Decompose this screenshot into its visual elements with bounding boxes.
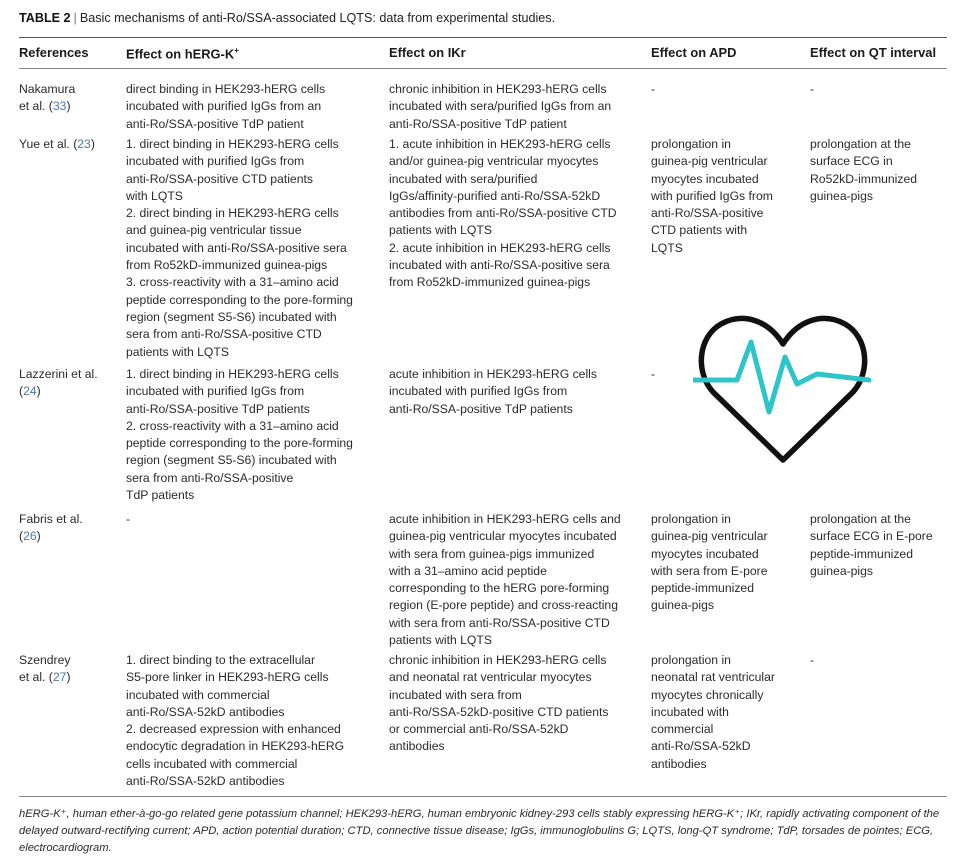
header-herg: Effect on hERG-K+ bbox=[126, 45, 240, 62]
table-label: TABLE 2 bbox=[19, 11, 71, 25]
header-references: References bbox=[19, 45, 89, 60]
header-rule bbox=[19, 68, 947, 69]
citation-link[interactable]: 26 bbox=[23, 529, 37, 544]
cell-qt: prolongation at the surface ECG in E-pore peptide-immunized guinea-pigs bbox=[810, 512, 933, 578]
cell-apd: prolongation in guinea-pig ventricular myocytes incubated with purified IgGs from anti-Ro/SSA-positive CTD patients with LQTS bbox=[651, 137, 773, 255]
cell-herg: direct binding in HEK293-hERG cells incubated with purified IgGs from an anti-Ro/SSA-positive TdP patient bbox=[126, 82, 326, 131]
cell-ikr: acute inhibition in HEK293-hERG cells and guinea-pig ventricular myocytes incubated with sera from guinea-pigs immunized with a 31–amino acid peptide corresponding to the hERG pore-forming region (E-pore peptide) and cross-reacting with sera from anti-Ro/SSA-positive CTD patients with LQTS bbox=[389, 512, 621, 648]
row-reference: Yue et al. (23) bbox=[19, 137, 95, 151]
cell-qt: prolongation at the surface ECG in Ro52kD-immunized guinea-pigs bbox=[810, 137, 918, 203]
citation-link[interactable]: 33 bbox=[52, 99, 67, 114]
cell-apd: prolongation in guinea-pig ventricular myocytes incubated with sera from E-pore peptide-immunized guinea-pigs bbox=[651, 512, 768, 613]
row-reference: Lazzerini et al. (24) bbox=[19, 367, 98, 399]
header-apd: Effect on APD bbox=[651, 45, 737, 60]
cell-apd: - bbox=[651, 82, 656, 96]
table-title: Basic mechanisms of anti-Ro/SSA-associated LQTS: data from experimental studies. bbox=[79, 11, 556, 25]
row-reference: Szendrey et al. (27) bbox=[19, 653, 71, 685]
table-caption: TABLE 2 | Basic mechanisms of anti-Ro/SSA-associated LQTS: data from experimental studies. bbox=[19, 11, 556, 25]
citation-link[interactable]: 27 bbox=[52, 670, 67, 685]
heart-pulse-icon bbox=[693, 312, 873, 464]
citation-link[interactable]: 24 bbox=[23, 384, 37, 399]
cell-herg: 1. direct binding in HEK293-hERG cells incubated with purified IgGs from anti-Ro/SSA-positive CTD patients with LQTS 2. direct binding in HEK293-hERG cells and guinea-pig ventricular tissue incubated with anti-Ro/SSA-positive sera from Ro52kD-immunized guinea-pigs 3. cross-reactivity with a 31–amino acid peptide corresponding to the pore-forming region (segment S5-S6) incubated with sera from anti-Ro/SSA-positive CTD patients with LQTS bbox=[126, 137, 353, 359]
cell-apd: - bbox=[651, 367, 656, 381]
cell-ikr: chronic inhibition in HEK293-hERG cells incubated with sera/purified IgGs from an anti-Ro/SSA-positive TdP patient bbox=[389, 82, 612, 131]
citation-link[interactable]: 23 bbox=[77, 137, 91, 151]
cell-herg: 1. direct binding in HEK293-hERG cells incubated with purified IgGs from anti-Ro/SSA-positive TdP patients 2. cross-reactivity with a 31–amino acid peptide corresponding to the pore-forming region (segment S5-S6) incubated with sera from anti-Ro/SSA-positive TdP patients bbox=[126, 367, 353, 503]
bottom-rule bbox=[19, 796, 947, 797]
cell-qt: - bbox=[810, 653, 815, 667]
table-footnote: hERG-K⁺, human ether-à-go-go related gene potassium channel; HEK293-hERG, human embryonic kidney-293 cells stably expressing hERG-K⁺; IKr, rapidly activating component of the delayed outward-rectifying current; APD, action potential duration; CTD, connective tissue disease; IgGs, immunoglobulins G; LQTS, long-QT syndrome; TdP, torsades de pointes; ECG, electrocardiogram. bbox=[19, 808, 940, 854]
cell-ikr: chronic inhibition in HEK293-hERG cells and neonatal rat ventricular myocytes incubated with sera from anti-Ro/SSA-52kD-positive CTD patients or commercial anti-Ro/SSA-52kD antibodies bbox=[389, 653, 609, 754]
cell-ikr: 1. acute inhibition in HEK293-hERG cells and/or guinea-pig ventricular myocytes incubated with sera/purified IgGs/affinity-purified anti-Ro/SSA-52kD antibodies from anti-Ro/SSA-positive CTD patients with LQTS 2. acute inhibition in HEK293-hERG cells incubated with anti-Ro/SSA-positive sera from Ro52kD-immunized guinea-pigs bbox=[389, 137, 617, 290]
cell-apd: prolongation in neonatal rat ventricular myocytes chronically incubated with commercial anti-Ro/SSA-52kD antibodies bbox=[651, 653, 775, 771]
cell-herg: 1. direct binding to the extracellular S5-pore linker in HEK293-hERG cells incubated with commercial anti-Ro/SSA-52kD antibodies 2. decreased expression with enhanced endocytic degradation in HEK293-hERG cells incubated with commercial anti-Ro/SSA-52kD antibodies bbox=[126, 653, 345, 789]
header-ikr: Effect on IKr bbox=[389, 45, 466, 60]
cell-ikr: acute inhibition in HEK293-hERG cells incubated with purified IgGs from anti-Ro/SSA-positive TdP patients bbox=[389, 367, 597, 416]
row-reference: Fabris et al. (26) bbox=[19, 512, 83, 544]
header-qt: Effect on QT interval bbox=[810, 45, 937, 60]
row-reference: Nakamura et al. (33) bbox=[19, 82, 76, 114]
cell-herg: - bbox=[126, 512, 131, 526]
top-rule bbox=[19, 37, 947, 38]
heart-outline bbox=[701, 318, 864, 460]
cell-qt: - bbox=[810, 82, 815, 96]
